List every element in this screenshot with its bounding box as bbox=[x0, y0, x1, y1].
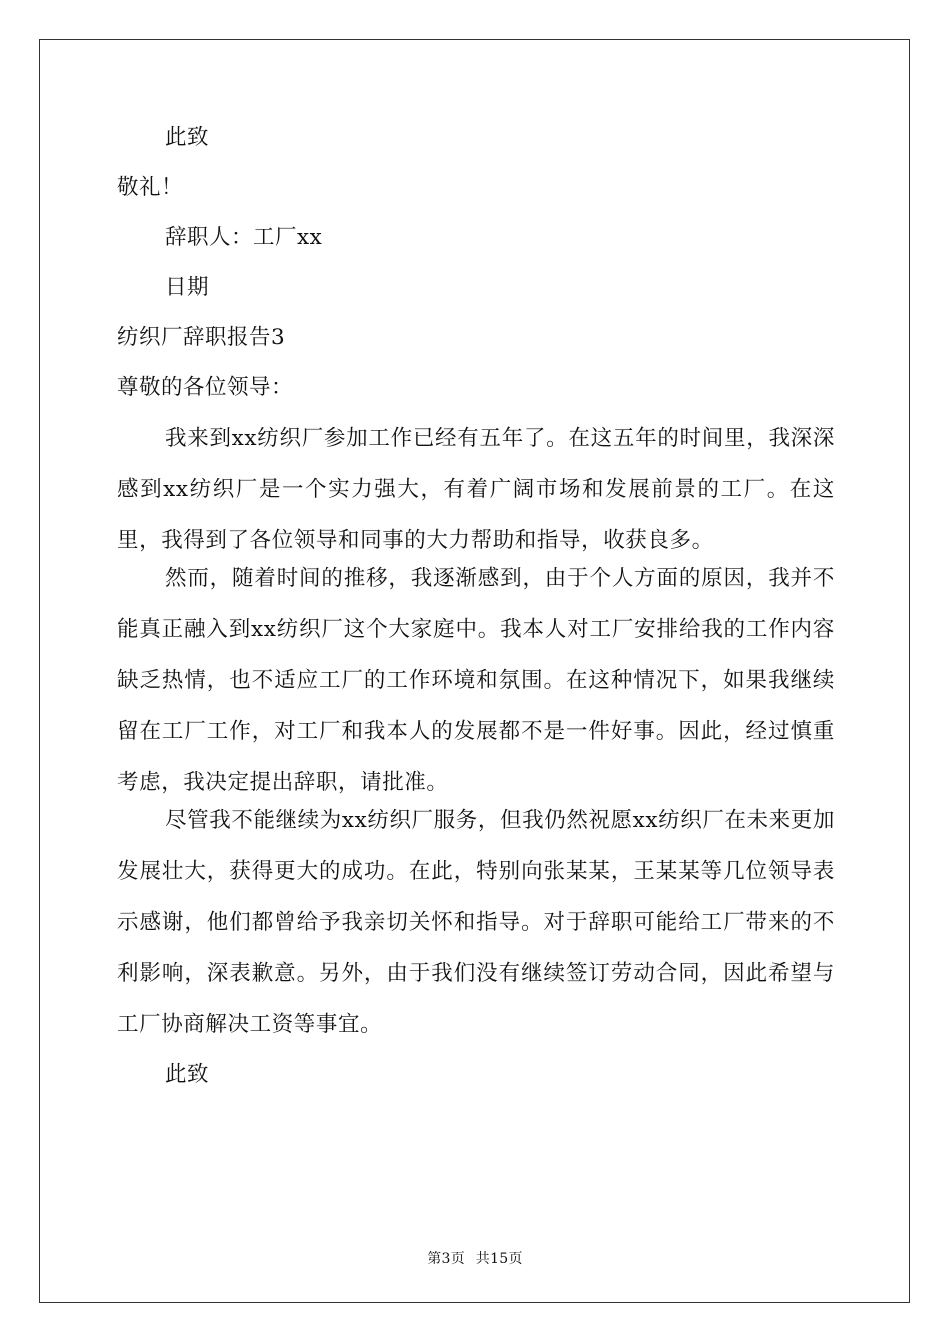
body-paragraph-3: 尽管我不能继续为xx纺织厂服务，但我仍然祝愿xx纺织厂在未来更加发展壮大，获得更大的成功。在此，特别向张某某，王某某等几位领导表示感谢，他们都曾给予我亲切关怀和指导。对于辞职可能给工厂带来的不利影响，深表歉意。另外，由于我们没有继续签订劳动合同，因此希望与工厂协商解决工资等事宜。 bbox=[117, 808, 835, 1037]
page-number: 第3页 bbox=[427, 1251, 466, 1267]
date-line: 日期 bbox=[165, 275, 210, 300]
salutation-line: 敬礼！ bbox=[117, 175, 184, 200]
signer-line: 辞职人：工厂xx bbox=[165, 225, 323, 250]
body-paragraph-1: 我来到xx纺织厂参加工作已经有五年了。在这五年的时间里，我深深感到xx纺织厂是一个实力强大，有着广阔市场和发展前景的工厂。在这里，我得到了各位领导和同事的大力帮助和指导，收获良多。 bbox=[117, 426, 835, 553]
body-paragraph-2: 然而，随着时间的推移，我逐渐感到，由于个人方面的原因，我并不能真正融入到xx纺织厂这个大家庭中。我本人对工厂安排给我的工作内容缺乏热情，也不适应工厂的工作环境和氛围。在这种情况下，如果我继续留在工厂工作，对工厂和我本人的发展都不是一件好事。因此，经过慎重考虑，我决定提出辞职，请批准。 bbox=[117, 566, 835, 795]
document-body bbox=[117, 126, 835, 1113]
closing-line-2: 此致 bbox=[165, 1062, 210, 1087]
page-footer bbox=[0, 1248, 950, 1268]
page-total: 共15页 bbox=[475, 1251, 523, 1267]
addressee-line: 尊敬的各位领导： bbox=[117, 375, 294, 400]
closing-line: 此致 bbox=[165, 125, 210, 150]
report-heading: 纺织厂辞职报告3 bbox=[117, 325, 286, 350]
